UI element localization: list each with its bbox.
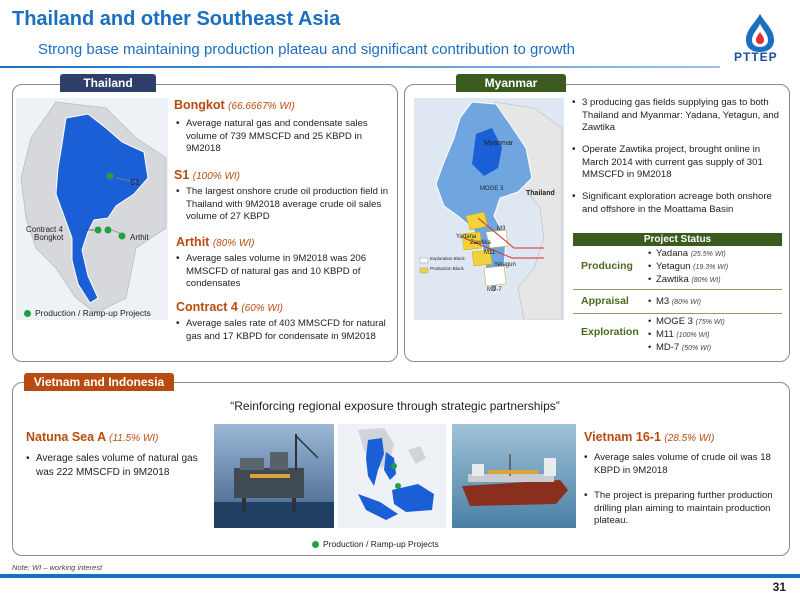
project-text-natuna: • Average sales volume of natural gas was 222 MMSCFD in 9M2018 [26, 452, 206, 479]
thailand-map [16, 98, 168, 320]
map-label-m3: M3 [497, 226, 506, 232]
legend-label: Production / Ramp-up Projects [35, 308, 151, 318]
status-item-zawtika: • Zawtika (80% WI) [648, 274, 721, 285]
status-item-yadana: • Yadana (25.5% WI) [648, 248, 726, 259]
project-heading-natuna: Natuna Sea A (11.5% WI) [26, 430, 159, 444]
myanmar-bullet-3: • Significant exploration acreage both onshore and offshore in the Moattama Basin [572, 191, 782, 216]
status-item-md7: • MD-7 (50% WI) [648, 342, 711, 353]
page-title: Thailand and other Southeast Asia [12, 8, 341, 30]
map-label-contract4: Contract 4 [26, 225, 63, 234]
fpso-vessel-image [452, 424, 576, 528]
status-item-m3: • M3 (80% WI) [648, 296, 701, 307]
logo-text: PTTEP [734, 50, 778, 64]
status-row-exploration [573, 314, 782, 358]
map-label-md7: MD-7 [487, 287, 502, 293]
project-heading-contract4: Contract 4 (60% WI) [176, 300, 283, 314]
map-legend-production: Production Block [430, 266, 464, 271]
project-status-table [573, 233, 782, 358]
offshore-platform-image [214, 424, 334, 528]
page-number: 31 [772, 580, 786, 594]
status-item-yetagun: • Yetagun (19.3% WI) [648, 261, 728, 272]
status-name: Producing [581, 260, 633, 272]
project-heading-arthit: Arthit (80% WI) [176, 235, 255, 249]
project-text-vietnam-2: • The project is preparing further production drilling plan aiming to maintain production plateau. [584, 490, 784, 528]
project-text-arthit: • Average sales volume in 9M2018 was 206 MMSCFD of natural gas and 10 KBPD of condensates [176, 253, 376, 291]
legend-dot [24, 310, 31, 317]
map-label-arthit: Arthit [130, 233, 149, 242]
status-row-appraisal [573, 290, 782, 314]
status-name: Exploration [581, 326, 639, 338]
project-text-vietnam-1: • Average sales volume of crude oil was 18 KBPD in 9M2018 [584, 452, 784, 477]
map-label-thailand: Thailand [526, 190, 555, 197]
footer-divider [0, 574, 800, 578]
tab-thailand: Thailand [60, 74, 156, 92]
tab-vietnam-indonesia: Vietnam and Indonesia [24, 373, 174, 391]
status-row-producing [573, 246, 782, 290]
tab-myanmar: Myanmar [456, 74, 566, 92]
map-label-m11: M11 [484, 250, 496, 256]
partnership-quote: “Reinforcing regional exposure through strategic partnerships” [230, 399, 560, 413]
map-label-moge3: MOGE 3 [480, 186, 504, 192]
status-table-header: Project Status [573, 233, 782, 246]
status-item-moge3: • MOGE 3 (75% WI) [648, 316, 725, 327]
title-divider [0, 66, 720, 68]
map-label-s1: S1 [130, 178, 140, 187]
footnote: Note: WI – working interest [12, 563, 103, 572]
myanmar-bullet-1: • 3 producing gas fields supplying gas to both Thailand and Myanmar: Yadana, Yetagun, and Zawtika [572, 97, 782, 135]
project-text-contract4: • Average sales rate of 403 MMSCFD for natural gas and 17 KBPD for condensate in 9M2018 [176, 318, 386, 343]
map-label-yadana: Yadana [456, 234, 477, 240]
map-legend-exploration: Exploration Block [430, 256, 465, 261]
project-text-bongkot: • Average natural gas and condensate sales volume of 739 MMSCFD and 25 KBPD in 9M2018 [176, 118, 388, 156]
status-item-m11: • M11 (100% WI) [648, 329, 709, 340]
project-heading-vietnam: Vietnam 16-1 (28.5% WI) [584, 430, 715, 444]
map-label-bongkot: Bongkot [34, 233, 64, 242]
legend-dot [312, 541, 319, 548]
myanmar-bullet-2: • Operate Zawtika project, brought online in March 2014 with current gas supply of 301 MMSCFD in 9M2018 [572, 144, 782, 182]
map-label-myanmar: Myanmar [484, 140, 514, 147]
legend-label: Production / Ramp-up Projects [323, 539, 439, 549]
project-text-s1: • The largest onshore crude oil production field in Thailand with 9M2018 average crude oil sales volume of 27 KBPD [176, 186, 398, 224]
map-label-zawtika: Zawtika [470, 240, 491, 246]
project-heading-bongkot: Bongkot (66.6667% WI) [174, 98, 295, 112]
map-label-yetagun: Yetagun [494, 262, 516, 268]
page-subtitle: Strong base maintaining production plateau and significant contribution to growth [38, 41, 576, 58]
southeast-asia-map [338, 424, 446, 528]
status-name: Appraisal [581, 295, 629, 307]
project-heading-s1: S1 (100% WI) [174, 168, 241, 182]
